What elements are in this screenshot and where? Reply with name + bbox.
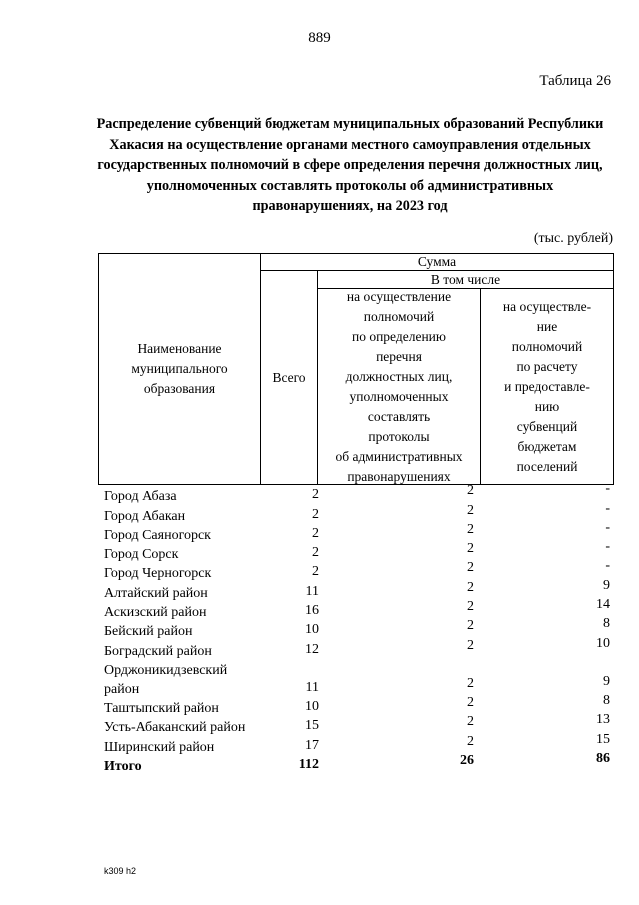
table-row bbox=[104, 635, 614, 660]
table-row bbox=[104, 519, 614, 545]
row-name: Город Саяногорск bbox=[104, 527, 211, 543]
row-name: Город Абаза bbox=[104, 489, 177, 505]
table-title: Распределение субвенций бюджетам муниципальных образований Республики Хакасия на осуществление органами местного самоуправления отдельных государственных полномочий в сфере определения перечня должностных лиц, уполномоченных составлять протоколы об административных правонарушениях, на 2023 год bbox=[96, 116, 604, 214]
row-name: Бейский район bbox=[104, 624, 193, 640]
row-value-b: - bbox=[605, 481, 610, 497]
table-row bbox=[104, 597, 614, 622]
row-value-b: 10 bbox=[596, 635, 610, 651]
row-name: Ширинский район bbox=[104, 739, 215, 755]
row-value-a: 2 bbox=[467, 541, 474, 557]
table-row bbox=[104, 481, 614, 506]
row-total: 10 bbox=[305, 622, 319, 638]
row-value-b: 86 bbox=[596, 750, 610, 766]
row-value-b: 8 bbox=[603, 692, 610, 708]
row-value-b: - bbox=[605, 500, 610, 516]
header-column-a: на осуществление полномочий по определению перечня должностных лиц, уполномоченных составлять протоколы об административных правонарушениях bbox=[335, 288, 463, 484]
table-row bbox=[104, 539, 614, 564]
row-value-a: 2 bbox=[467, 733, 474, 749]
row-value-a: 2 bbox=[467, 579, 474, 595]
row-value-a: 2 bbox=[467, 599, 474, 615]
row-name: Город Сорск bbox=[104, 547, 179, 563]
table-row bbox=[104, 500, 614, 525]
row-total: 10 bbox=[305, 698, 319, 714]
row-total: 2 bbox=[312, 564, 319, 580]
row-value-a: 2 bbox=[467, 521, 474, 537]
row-total: 2 bbox=[312, 506, 319, 522]
row-value-b: 15 bbox=[596, 731, 610, 747]
row-value-a: 2 bbox=[467, 618, 474, 634]
row-total: 12 bbox=[305, 641, 319, 657]
row-value-b: 9 bbox=[603, 577, 610, 593]
row-value-a: 2 bbox=[467, 483, 474, 499]
header-name-column: Наименование муниципального образования bbox=[131, 341, 228, 396]
table-row bbox=[104, 731, 614, 756]
row-total: 112 bbox=[298, 756, 319, 772]
row-value-b: 13 bbox=[596, 712, 610, 728]
row-total: 15 bbox=[305, 718, 319, 734]
row-total: 16 bbox=[305, 603, 319, 619]
row-name: Таштыпский район bbox=[104, 700, 219, 716]
row-total: 2 bbox=[312, 545, 319, 561]
table-row bbox=[104, 661, 614, 699]
table-row bbox=[104, 712, 614, 737]
row-value-b: - bbox=[605, 558, 610, 574]
table-row bbox=[104, 577, 614, 602]
row-value-b: - bbox=[605, 539, 610, 555]
row-value-a: 2 bbox=[467, 675, 474, 691]
row-total: 11 bbox=[305, 583, 319, 599]
row-total: 17 bbox=[305, 737, 319, 753]
table-row-total bbox=[104, 750, 614, 776]
row-value-b: 14 bbox=[596, 597, 610, 613]
row-name: Итого bbox=[104, 758, 142, 774]
row-value-a: 2 bbox=[467, 714, 474, 730]
row-value-a: 2 bbox=[467, 560, 474, 576]
row-value-b: 9 bbox=[603, 673, 610, 689]
row-value-a: 2 bbox=[467, 637, 474, 653]
row-total: 11 bbox=[305, 679, 319, 695]
row-name: Город Абакан bbox=[104, 508, 186, 524]
row-value-b: - bbox=[605, 519, 610, 535]
row-value-a: 2 bbox=[467, 694, 474, 710]
row-name: Аскизский район bbox=[104, 605, 207, 621]
table-header bbox=[98, 253, 614, 485]
row-value-a: 26 bbox=[460, 752, 474, 768]
table-row bbox=[104, 616, 614, 641]
row-name: Усть-Абаканский район bbox=[104, 720, 246, 736]
header-including: В том числе bbox=[430, 271, 501, 287]
row-total: 2 bbox=[312, 487, 319, 503]
header-total: Всего bbox=[272, 369, 306, 385]
row-total: 2 bbox=[312, 525, 319, 541]
row-value-b: 8 bbox=[603, 616, 610, 632]
row-name: Боградский район bbox=[104, 643, 212, 659]
row-name: Алтайский район bbox=[104, 585, 208, 601]
table-row bbox=[104, 558, 614, 583]
row-name: Орджоникидзевский район bbox=[104, 662, 228, 697]
table-body bbox=[104, 481, 614, 776]
row-value-a: 2 bbox=[467, 502, 474, 518]
units-label: (тыс. рублей) bbox=[533, 231, 613, 246]
table-label: Таблица 26 bbox=[539, 73, 611, 89]
header-column-b: на осуществле- ние полномочий по расчету и предоставле- нию субвенций бюджетам поселений bbox=[502, 298, 592, 474]
table-row bbox=[104, 692, 614, 718]
page-number: 889 bbox=[308, 30, 331, 46]
footer-code: k309 h2 bbox=[104, 866, 137, 876]
header-sum: Сумма bbox=[417, 254, 457, 269]
row-name: Город Черногорск bbox=[104, 566, 212, 582]
